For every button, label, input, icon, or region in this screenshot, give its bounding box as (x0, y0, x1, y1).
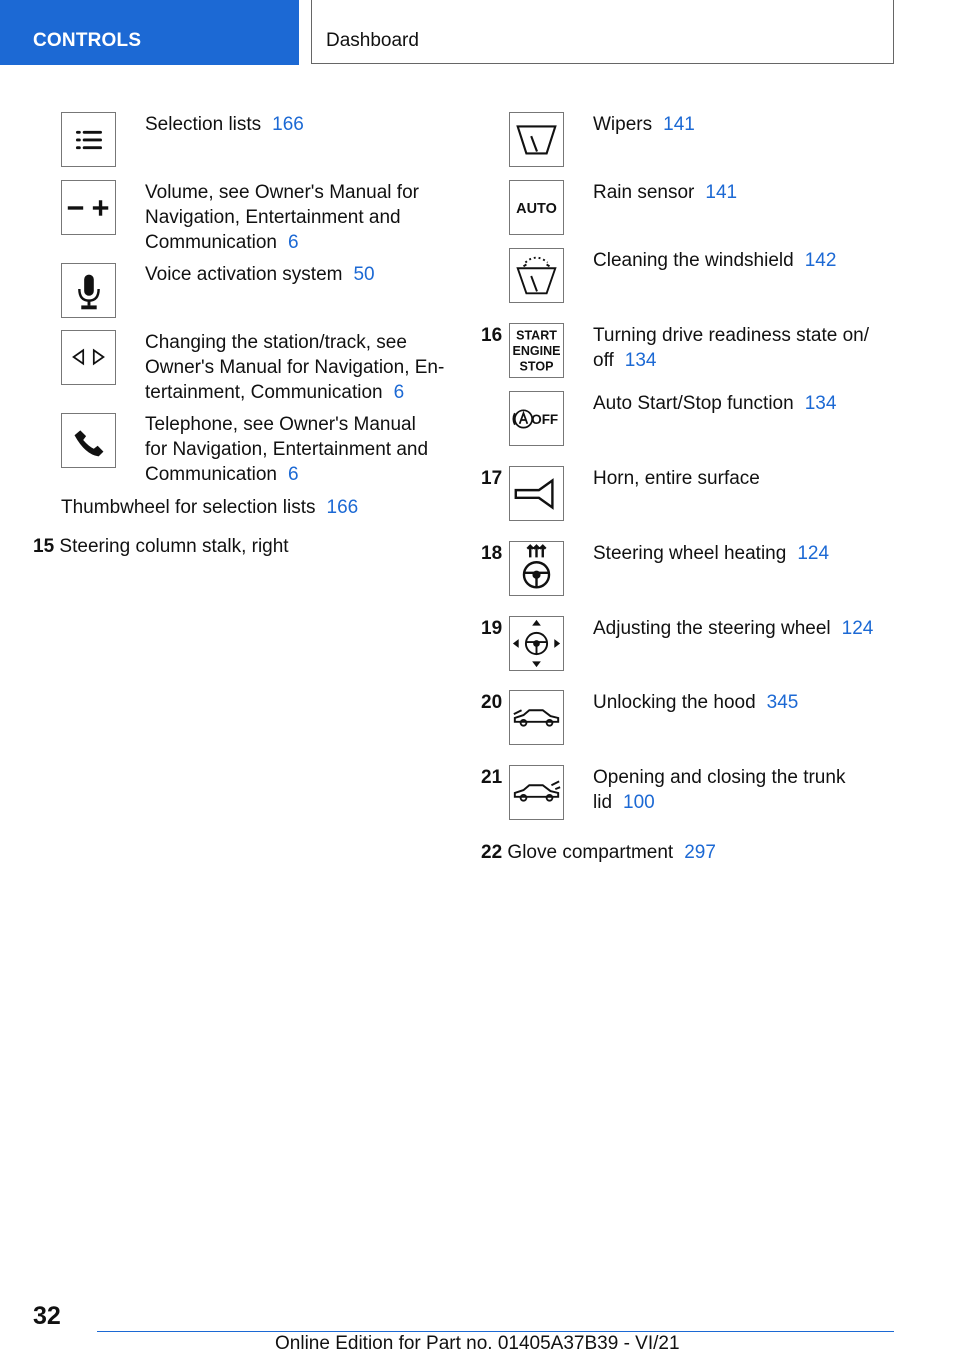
list-item: Opening and closing the trunk lid 100 (593, 767, 846, 813)
list-item: Voice activation system 50 (145, 264, 375, 285)
page-ref-link[interactable]: 142 (804, 250, 837, 271)
start-engine-stop-icon (509, 323, 564, 378)
list-item: Unlocking the hood 345 (593, 692, 799, 713)
list-item: 15 Steering column stalk, right (33, 536, 289, 557)
page-ref-link[interactable]: 141 (705, 182, 738, 203)
page-ref-link[interactable]: 6 (393, 382, 405, 403)
selection-lists-icon (61, 112, 116, 167)
page-ref-link[interactable]: 141 (663, 114, 695, 135)
svg-text:STOP: STOP (519, 359, 554, 374)
chapter-title: Dashboard (326, 30, 419, 51)
item-number: 19 (481, 618, 503, 639)
hood-unlock-icon (509, 690, 564, 745)
horn-icon (509, 466, 564, 521)
item-number: 21 (481, 767, 503, 788)
list-item: Turning drive readiness state on/ off 134 (593, 325, 870, 371)
page-ref-link[interactable]: 6 (288, 464, 299, 485)
list-item: Steering wheel heating 124 (593, 543, 830, 564)
svg-text:OFF: OFF (531, 411, 559, 427)
item-number: 17 (481, 468, 503, 489)
item-number: 20 (481, 692, 503, 713)
auto-rain-sensor-icon (509, 180, 564, 235)
section-tab[interactable] (0, 0, 299, 65)
list-item: Auto Start/Stop function 134 (593, 393, 837, 414)
voice-activation-icon (61, 263, 116, 318)
list-item: Rain sensor 141 (593, 182, 738, 203)
wipers-icon (509, 112, 564, 167)
item-number: 22 (481, 842, 503, 863)
list-item: Selection lists 166 (145, 114, 304, 135)
list-item: Wipers 141 (593, 114, 695, 135)
trunk-lid-icon (509, 765, 564, 820)
edition-text: Online Edition for Part no. 01405A37B39 - VI/21 (275, 1333, 680, 1354)
item-number: 18 (481, 543, 503, 564)
svg-text:AUTO: AUTO (516, 200, 557, 217)
footer-divider (97, 1331, 894, 1332)
windshield-cleaning-icon (509, 248, 564, 303)
page-ref-link[interactable]: 134 (624, 350, 657, 371)
station-track-icon (61, 330, 116, 385)
page-ref-link[interactable]: 134 (804, 393, 837, 414)
auto-start-stop-icon (509, 391, 564, 446)
list-item: Thumbwheel for selection lists 166 (61, 497, 359, 518)
list-item: Cleaning the windshield 142 (593, 250, 837, 271)
list-item: Volume, see Owner's Manual for Navigation, Entertainment and Communication 6 (145, 182, 419, 253)
page-ref-link[interactable]: 50 (353, 264, 375, 285)
page-ref-link[interactable]: 166 (326, 497, 359, 518)
list-item: Telephone, see Owner's Manual for Navigation, Entertainment and Communication 6 (145, 414, 429, 485)
page-ref-link[interactable]: 100 (623, 792, 655, 813)
section-title: CONTROLS (33, 30, 142, 51)
page-ref-link[interactable]: 6 (288, 232, 299, 253)
page-number: 32 (33, 1302, 61, 1330)
page-ref-link[interactable]: 345 (766, 692, 799, 713)
item-number: 15 (33, 536, 55, 557)
list-item: 22 Glove compartment 297 (481, 842, 716, 863)
svg-text:START: START (516, 328, 557, 343)
page-ref-link[interactable]: 124 (841, 618, 874, 639)
page-ref-link[interactable]: 124 (797, 543, 830, 564)
chapter-tab[interactable] (311, 0, 894, 64)
list-item: Adjusting the steering wheel 124 (593, 618, 874, 639)
list-item: Horn, entire surface (593, 468, 760, 489)
steering-wheel-adjust-icon (509, 616, 564, 671)
svg-text:ENGINE: ENGINE (512, 343, 561, 358)
page-ref-link[interactable]: 166 (272, 114, 304, 135)
volume-icon (61, 180, 116, 235)
telephone-icon (61, 413, 116, 468)
page-ref-link[interactable]: 297 (684, 842, 716, 863)
item-number: 16 (481, 325, 503, 346)
steering-wheel-heating-icon (509, 541, 564, 596)
list-item: Changing the station/track, see Owner's Manual for Navigation, En- tertainment, Communication 6 (145, 332, 445, 403)
